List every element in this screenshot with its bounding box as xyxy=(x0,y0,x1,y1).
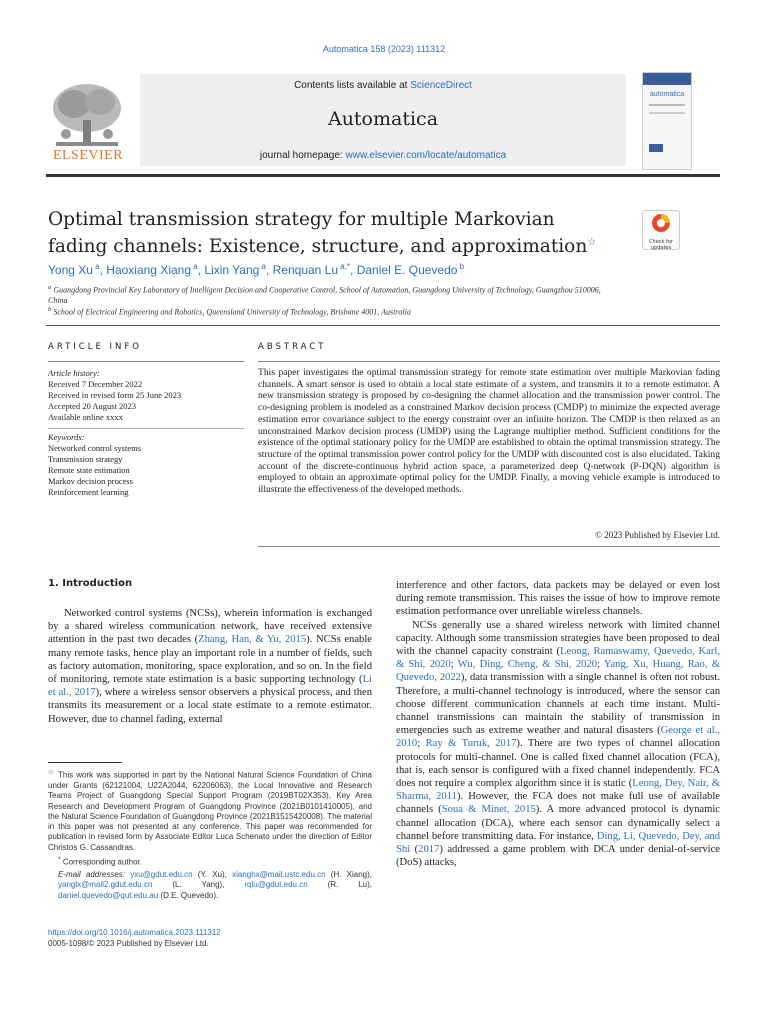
journal-cover-thumbnail xyxy=(642,72,692,170)
email-link[interactable]: xianghx@mail.ustc.edu.cn xyxy=(232,869,326,879)
keyword-item: Networked control systems xyxy=(48,443,142,453)
abstract-heading: ABSTRACT xyxy=(258,342,327,352)
publisher-wordmark: ELSEVIER xyxy=(52,148,124,163)
citation-link[interactable]: Zhang, Han, & Yu, 2015 xyxy=(198,634,307,646)
section-rule xyxy=(46,325,720,326)
email-footnote xyxy=(48,870,372,901)
article-info-heading: ARTICLE INFO xyxy=(48,342,142,352)
doi-block xyxy=(48,928,372,949)
article-history xyxy=(48,368,244,423)
keywords-label: Keywords: xyxy=(48,432,85,442)
paragraph-text: ). NCSs enable many remote tasks, hence play an important role in a number of fields, such as factory automation, monitoring, space exploration, and so on. In the field of monitoring, remote state estimation is a basic supporting technology ( xyxy=(48,634,372,686)
email-owner: (L. Yang), xyxy=(152,880,245,890)
author-name[interactable]: Haoxiang Xiang xyxy=(106,263,192,277)
left-column xyxy=(48,607,372,726)
citation-link[interactable]: Leong, Ramaswamy, Quevedo, Karl, & Shi, 2020 xyxy=(396,646,720,671)
citation-link[interactable]: George et al., 2010 xyxy=(396,725,720,750)
email-owner: (H. Xiang), xyxy=(325,869,372,879)
paragraph-text: ) addressed a game problem with DCA under denial-of-service (DoS) attacks, xyxy=(396,844,720,869)
author-name[interactable]: Daniel E. Quevedo xyxy=(356,263,458,277)
affiliation-b xyxy=(48,305,608,318)
keyword-item: Markov decision process xyxy=(48,476,133,486)
keyword-item: Remote state estimation xyxy=(48,465,130,475)
affiliation-marker: b xyxy=(48,306,52,313)
history-item: Available online xxxx xyxy=(48,412,123,422)
paragraph-text: ; xyxy=(450,659,458,671)
title-footnote-mark[interactable]: ☆ xyxy=(587,237,597,248)
author-name[interactable]: Renquan Lu xyxy=(272,263,339,277)
footnotes xyxy=(48,768,372,903)
paragraph-text: ; xyxy=(597,659,604,671)
author-affiliation-marker[interactable]: a,* xyxy=(338,262,351,271)
affiliation-marker: a xyxy=(48,284,52,291)
paragraph-text: ). There are two types of channel allocation protocols for multi-channel. One is called fixed channel allocation (FCA), that is, each sensor is configured with a fixed channel independently. FCA does not require a complex algorithm since it is static ( xyxy=(396,738,720,790)
author-affiliation-marker[interactable]: a xyxy=(191,262,198,271)
keywords-rule xyxy=(48,428,244,429)
keywords xyxy=(48,432,244,498)
author-list: Yong Xu $^a$, Haoxiang Xiang $^a$, Lixin Yang $^a$, Renquan Lu $^{a,*}$, Daniel E. Quevedo $^b$ xyxy=(48,262,465,277)
title-text: Optimal transmission strategy for multiple Markovian fading channels: Existence, structure, and approximation xyxy=(48,209,588,258)
citation-link[interactable]: Ding, Li, Quevedo, Dey, and Shi xyxy=(396,830,721,856)
paragraph-text: NCSs generally use a shared wireless network with limited channel capacity. Although some transmission strategies have been proposed to deal with the channel capacity constraint ( xyxy=(396,619,720,658)
email-link[interactable]: yanglx@mail2.gdut.edu.cn xyxy=(58,880,153,890)
paragraph-text: ), where a wireless sensor observers a physical process, and then transmits its measurement or a local state estimate to a remote estimator. However, due to channel fading, external xyxy=(48,687,372,725)
check-updates-icon xyxy=(643,211,679,235)
contents-line xyxy=(140,80,626,91)
author-name[interactable]: Lixin Yang xyxy=(204,263,260,277)
email-link[interactable]: daniel.quevedo@qut.edu.au xyxy=(58,890,159,900)
article-title xyxy=(48,208,608,258)
paragraph-text: Networked control systems (NCSs), wherein information is exchanged by a shared wireless communication network, have received extensive attention in the past two decades ( xyxy=(48,608,372,646)
issn-line: 0005-1098/© 2023 Published by Elsevier Ltd. xyxy=(48,938,209,948)
history-item: Received in revised form 25 June 2023 xyxy=(48,390,182,400)
affiliation-a xyxy=(48,283,608,307)
right-column xyxy=(396,579,720,869)
affiliation-text: Guangdong Provincial Key Laboratory of Intelligent Decision and Cooperative Control, School of Automation, Guangdong University of Technology, Guangzhou 510006, China xyxy=(48,285,601,306)
cover-line xyxy=(649,104,685,106)
email-owner: (R. Lu), xyxy=(307,880,372,890)
keyword-item: Transmission strategy xyxy=(48,454,123,464)
cover-top-band xyxy=(643,73,691,85)
affiliation-text: School of Electrical Engineering and Robotics, Queensland University of Technology, Brisbane 4001, Australia xyxy=(53,307,411,317)
abstract-bottom-rule xyxy=(258,546,720,547)
paragraph-text: ), data transmission with a single channel is often not robust. Therefore, a multi-channel technology is introduced, where the sensor can choose different communication channels at each time instant. Multi-channel transmissions can maintain the stability of transmission in emergencies such as extreme weather and natural disasters ( xyxy=(396,672,720,737)
paragraph-text: ; xyxy=(417,738,426,750)
citation-link[interactable]: 2017 xyxy=(418,844,440,856)
cover-logo-block xyxy=(649,144,663,152)
abstract-text: This paper investigates the optimal transmission strategy for remote state estimation over multiple Markovian fading channels. A smart sensor is used to obtain a local state estimate of a system, and transmits it to a remote estimator. A new transmission strategy is proposed by co-designing the channel allocation and the transmission power control. The co-designing problem is modeled as a constrained Markov decision process (CMDP) to minimize the expected average estimation error covariance subject to the energy constraint over an infinite horizon. The CMDP is then relaxed as an unconstrained Markov decision process (UMDP) using the Lagrange multiplier method. Sufficient conditions for the existence of the optimal stationary policy for the UMDP are established to obtain the optimal transmission strategy. The structure of the optimal transmission power control policy for the UMDP with discounted cost is also elucidated. Taking account of the discrete-continuous hybrid action space, a parameterized deep Q-network (P-DQN) algorithm is employed to obtain an approximate optimal policy for the UMDP. Finally, a moving vehicle example is introduced to illustrate the effectiveness of the developed methods. xyxy=(258,367,720,496)
header-rule xyxy=(46,174,720,177)
citation-link[interactable]: Yang, Xu, Huang, Rao, & Quevedo, 2022 xyxy=(396,659,720,684)
history-item: Received 7 December 2022 xyxy=(48,379,143,389)
homepage-prefix: journal homepage: xyxy=(259,150,346,161)
contents-prefix: Contents lists available at xyxy=(294,80,411,91)
author-affiliation-marker[interactable]: a xyxy=(92,262,100,271)
intro-paragraph-continued: interference and other factors, data packets may be delayed or even lost during remote transmission. This raises the issue of how to improve remote estimation performance over unreliable wireless channels. xyxy=(396,580,720,618)
citation-link[interactable]: Soua & Minet, 2015 xyxy=(441,804,536,816)
abstract-rule xyxy=(258,361,720,362)
homepage-link[interactable]: www.elsevier.com/locate/automatica xyxy=(345,150,507,161)
history-item: Accepted 20 August 2023 xyxy=(48,401,137,411)
citation-link[interactable]: Li et al., 2017 xyxy=(48,674,372,699)
info-rule xyxy=(48,361,244,362)
funding-text: This work was supported in part by the National Natural Science Foundation of China under Grants (62121004, U22A2044, 62206063), the Local Innovative and Research Teams Project of Guangdong Special Support Program (2019BT02X353), Key Area Research and Development Program of Guangdong Province (2021B0101410005), and the Natural Science Foundation of Guangdong Province (2021B1515420008). The material in this paper was not presented at any conference. This paper was recommended for publication in revised form by Associate Editor Luca Schenato under the direction of Editor Christos G. Cassandras. xyxy=(48,770,373,852)
check-updates-label: Check for updates xyxy=(649,239,673,251)
introduction-heading: 1. Introduction xyxy=(48,578,133,589)
abstract-copyright: © 2023 Published by Elsevier Ltd. xyxy=(595,530,720,540)
email-label: E-mail addresses: xyxy=(58,869,126,879)
citation-link[interactable]: Ray & Turuk, 2017 xyxy=(425,738,517,750)
paragraph-text: ). However, the FCA does not make full use of available channels ( xyxy=(396,791,721,816)
keyword-item: Reinforcement learning xyxy=(48,487,129,497)
author-affiliation-marker[interactable]: a xyxy=(259,262,266,271)
funding-mark: ☆ xyxy=(48,769,55,776)
doi-link[interactable]: https://doi.org/10.1016/j.automatica.2023.111312 xyxy=(48,928,221,937)
citation-link[interactable]: Leong, Dey, Nair, & Sharma, 2011 xyxy=(396,778,720,803)
corresponding-text: Corresponding author. xyxy=(62,857,142,867)
sciencedirect-link[interactable]: ScienceDirect xyxy=(410,80,472,91)
funding-footnote xyxy=(48,768,372,853)
email-owner: (Y. Xu), xyxy=(192,869,233,879)
author-name[interactable]: Yong Xu xyxy=(48,263,93,277)
intro-paragraph xyxy=(396,619,720,870)
email-owner: (D.E. Quevedo). xyxy=(158,890,219,900)
journal-name: Automatica xyxy=(327,108,439,130)
cover-title: automatica xyxy=(649,91,685,98)
citation-link[interactable]: Wu, Ding, Cheng, & Shi, 2020 xyxy=(457,659,598,671)
paragraph-text: ). A more advanced protocol is dynamic channel allocation (DCA), where each sensor can dynamically select a channel before transmitting data. For instance, xyxy=(396,804,720,842)
cover-line xyxy=(649,112,685,114)
footnote-rule xyxy=(48,762,122,763)
author-affiliation-marker[interactable]: b xyxy=(457,262,465,271)
history-label: Article history: xyxy=(48,368,100,378)
paragraph-text: ( xyxy=(410,844,419,856)
journal-reference[interactable]: Automatica 158 (2023) 111312 xyxy=(322,44,446,54)
check-for-updates-badge[interactable] xyxy=(642,210,680,250)
homepage-line xyxy=(140,150,626,161)
email-link[interactable]: rqlu@gdut.edu.cn xyxy=(244,880,308,890)
corresponding-footnote xyxy=(48,855,372,868)
corresponding-mark: * xyxy=(58,856,61,864)
email-link[interactable]: yxu@gdut.edu.cn xyxy=(130,869,193,879)
intro-paragraph xyxy=(48,607,372,726)
